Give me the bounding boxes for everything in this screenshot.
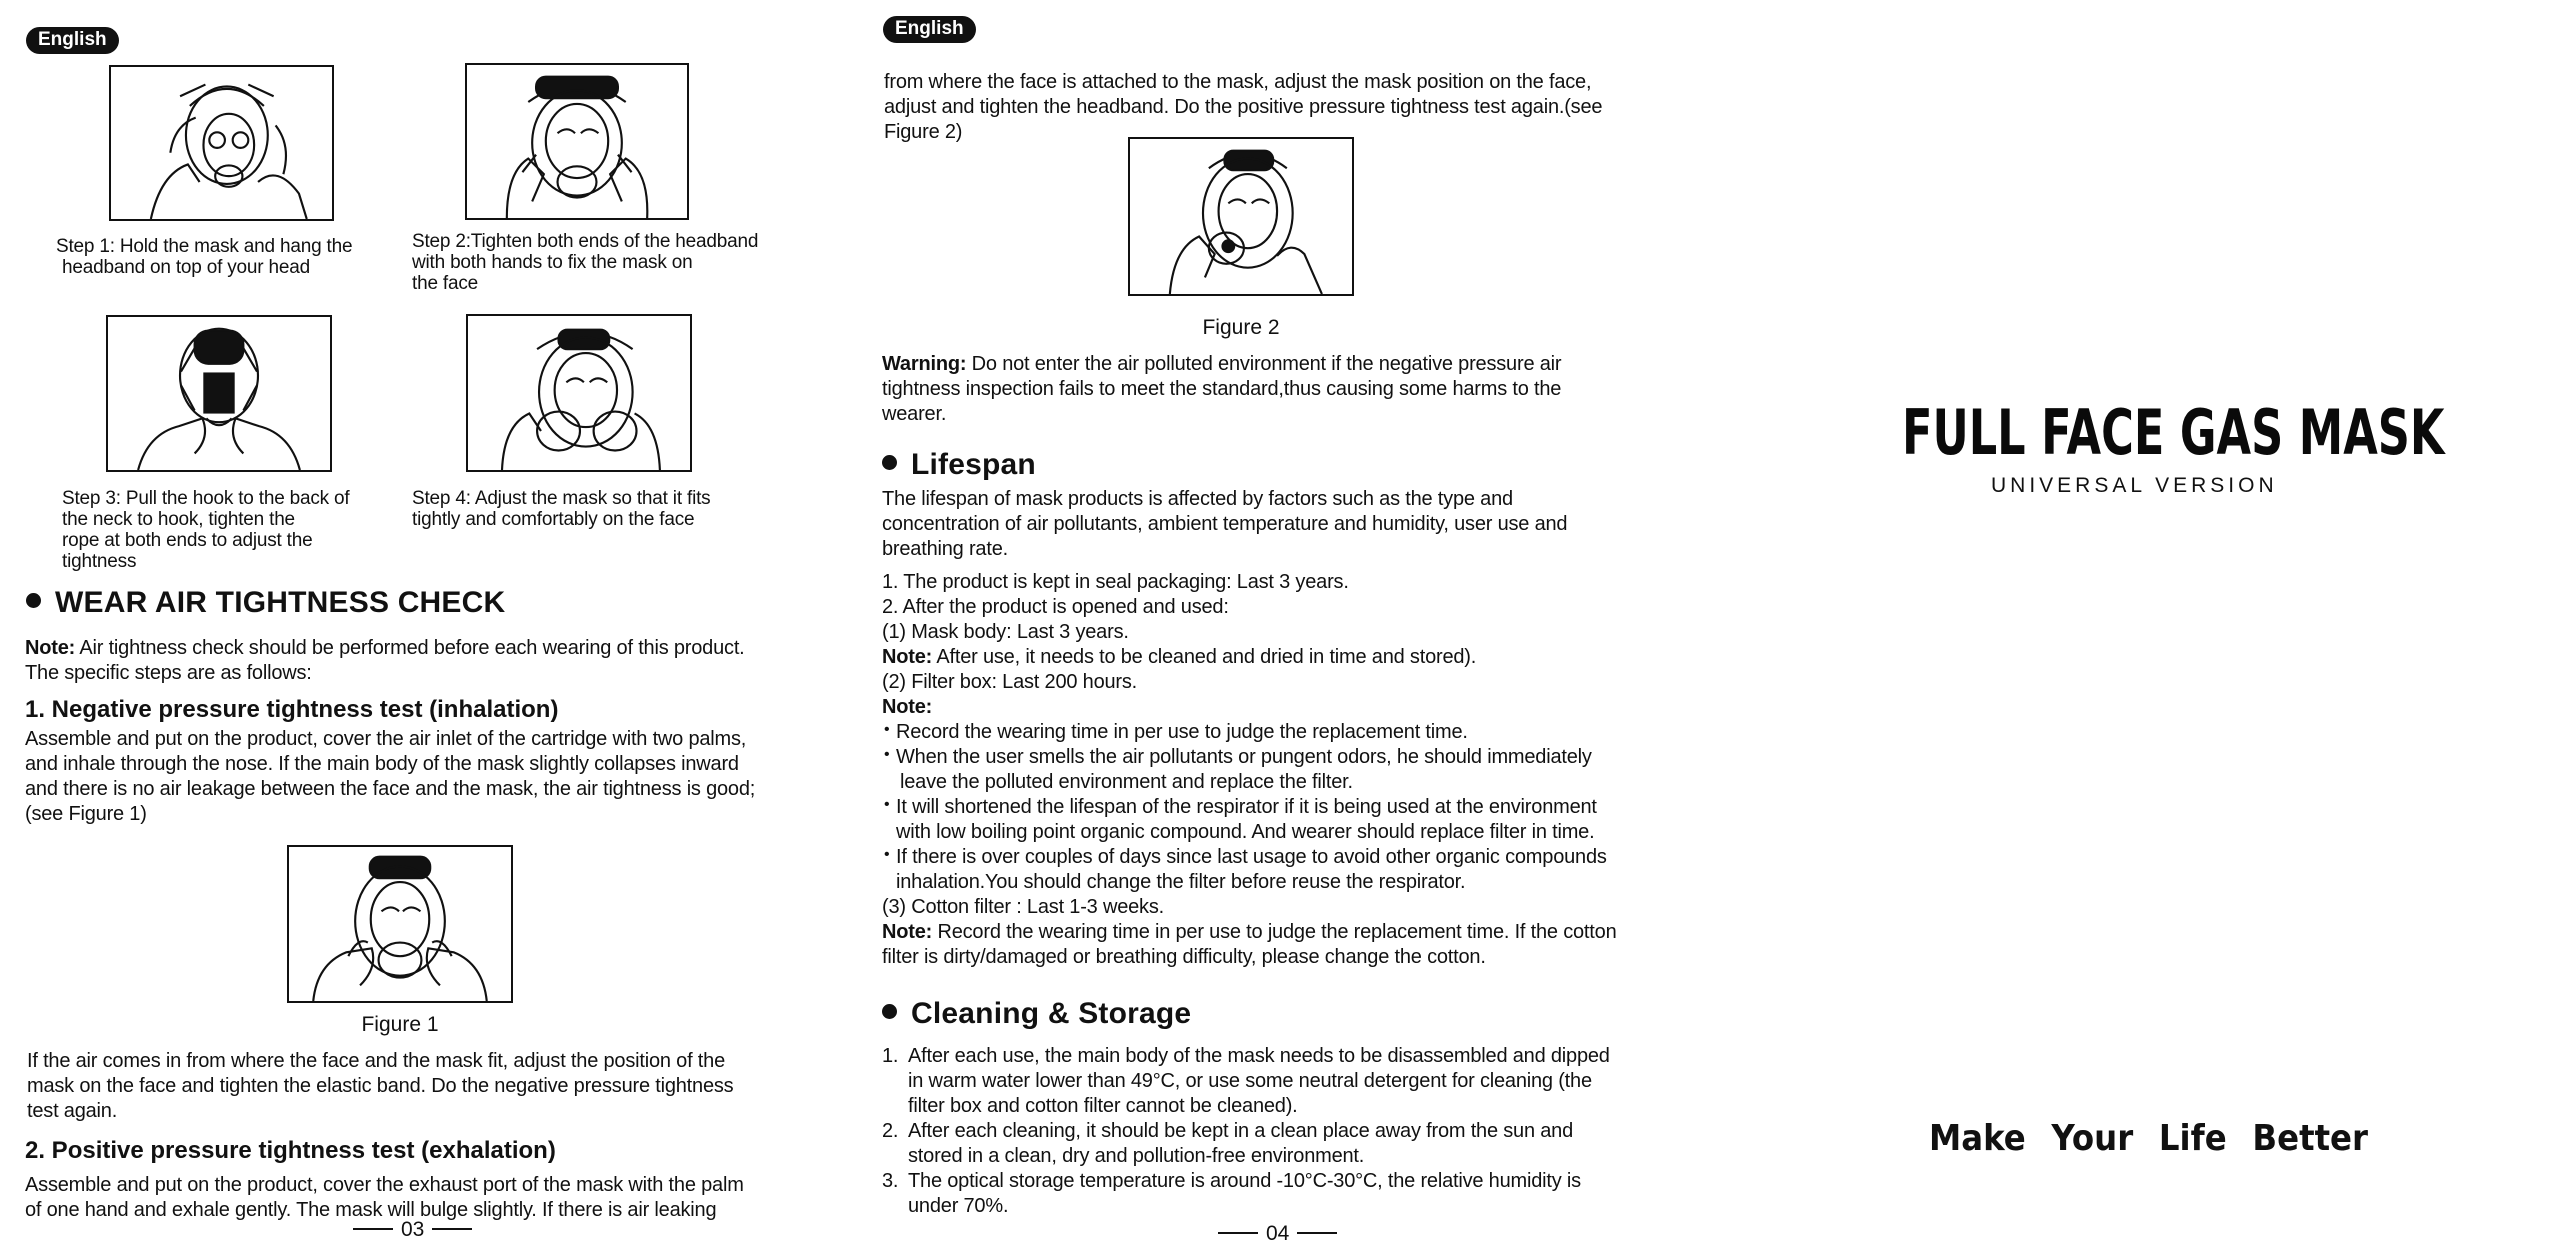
manual-page-04 bbox=[860, 0, 1710, 1247]
lifespan-bullet: • It will shortened the lifespan of the respirator if it is being used at the environment bbox=[882, 795, 1617, 820]
step2-caption: Step 2:Tighten both ends of the headband with both hands to fix the mask on the face bbox=[412, 231, 759, 294]
page-number-rule bbox=[1218, 1232, 1258, 1234]
page-number-rule bbox=[1297, 1232, 1337, 1234]
section-heading-air-tightness: WEAR AIR TIGHTNESS CHECK bbox=[26, 586, 505, 620]
language-badge: English bbox=[883, 16, 976, 43]
cleaning-item: 3. The optical storage temperature is around -10°C-30°C, the relative humidity is bbox=[882, 1170, 1581, 1192]
language-badge: English bbox=[26, 27, 119, 54]
lifespan-intro: The lifespan of mask products is affected by factors such as the type and concentration of air pollutants, ambient temperature and humidity, user use and breathing rate. bbox=[882, 488, 1568, 560]
step4-caption: Step 4: Adjust the mask so that it fits tightly and comfortably on the face bbox=[412, 488, 711, 530]
step1-caption: Step 1: Hold the mask and hang the headband on top of your head bbox=[56, 236, 353, 278]
continued-paragraph: from where the face is attached to the mask, adjust the mask position on the face, adjust and tighten the headband. Do the positive pressure tightness test again.(see Figure 2) bbox=[884, 71, 1603, 143]
page-number-04: 04 bbox=[1210, 1222, 1345, 1246]
cover-title: FULL FACE GAS MASK bbox=[1902, 396, 2445, 469]
step1-illustration bbox=[109, 65, 334, 221]
cleaning-item: 1. After each use, the main body of the mask needs to be disassembled and dipped bbox=[882, 1045, 1610, 1067]
page-number-rule bbox=[353, 1228, 393, 1230]
manual-cover bbox=[1710, 0, 2560, 1247]
section-heading-cleaning: Cleaning & Storage bbox=[882, 997, 1191, 1031]
manual-page-03 bbox=[0, 0, 830, 1247]
cover-slogan: Make Your Life Better bbox=[1929, 1118, 2369, 1159]
figure2-caption: Figure 2 bbox=[1202, 316, 1280, 339]
figure2-illustration bbox=[1128, 137, 1354, 296]
lifespan-bullet: • If there is over couples of days since last usage to avoid other organic compounds bbox=[882, 845, 1617, 870]
step4-illustration bbox=[466, 314, 692, 472]
figure1-caption: Figure 1 bbox=[361, 1013, 439, 1036]
bullet-dot-icon bbox=[882, 455, 897, 470]
step3-illustration bbox=[106, 315, 332, 472]
cleaning-list: 1. After each use, the main body of the mask needs to be disassembled and dipped in warm water lower than 49°C, or use some neutral detergent for cleaning (the filter box and cotton filter cannot be cleaned). 2. After each cleaning, it should be kept in a clean place away from the sun and stored in a clean, dry and pollution-free environment. 3. The optical storage temperature is around -10°C-30°C, the relative humidity is under 70%. bbox=[882, 1045, 1610, 1217]
page-number-03: 03 bbox=[345, 1218, 480, 1242]
bullet-dot-icon bbox=[26, 593, 41, 608]
lifespan-bullet: • When the user smells the air pollutants or pungent odors, he should immediately bbox=[882, 745, 1617, 770]
negative-pressure-paragraph: Assemble and put on the product, cover the air inlet of the cartridge with two palms, and inhale through the nose. If the main body of the mask slightly collapses inward and there is no air leakage between the face and the mask, the air tightness is good; (see Figure 1) bbox=[25, 728, 756, 825]
cleaning-item: 2. After each cleaning, it should be kept in a clean place away from the sun and bbox=[882, 1120, 1574, 1142]
lifespan-bullet: • Record the wearing time in per use to judge the replacement time. bbox=[882, 720, 1617, 745]
negative-pressure-heading: 1. Negative pressure tightness test (inhalation) bbox=[25, 696, 559, 723]
step3-caption: Step 3: Pull the hook to the back of the neck to hook, tighten the rope at both ends to adjust the tightness bbox=[62, 488, 350, 572]
after-figure1-paragraph: If the air comes in from where the face and the mask fit, adjust the position of the mask on the face and tighten the elastic band. Do the negative pressure tightness test again. bbox=[27, 1050, 734, 1122]
step2-illustration bbox=[465, 63, 689, 220]
warning-paragraph: Warning: Do not enter the air polluted environment if the negative pressure air tightness inspection fails to meet the standard,thus causing some harms to the wearer. bbox=[882, 353, 1562, 425]
section-heading-lifespan: Lifespan bbox=[882, 448, 1036, 482]
lifespan-details: 1. The product is kept in seal packaging: Last 3 years. 2. After the product is opened and used: (1) Mask body: Last 3 years. Note: After use, it needs to be cleaned and dried in time and stored). (2) Filter box: Last 200 hours. Note: • Record the wearing time in per use to judge the replacement time. • When the user smells the air pollutants or pungent odors, he should immediately leave the polluted environment and replace the filter. • It will shortened the lifespan of the respirator if it is being used at the environment with low boiling point organic compound. And wearer should replace filter in time. • If there is over couples of days since last usage to avoid other organic compounds inhalation.You should change the filter before reuse the respirator. (3) Cotton filter : Last 1-3 weeks. Note: Record the wearing time in per use to judge the replacement time. If the cotton filter is dirty/damaged or breathing difficulty, please change the cotton. bbox=[882, 570, 1617, 970]
positive-pressure-paragraph: Assemble and put on the product, cover the exhaust port of the mask with the palm of one hand and exhale gently. The mask will bulge slightly. If there is air leaking bbox=[25, 1174, 744, 1221]
cover-subtitle: UNIVERSAL VERSION bbox=[1991, 474, 2278, 497]
page-number-rule bbox=[432, 1228, 472, 1230]
figure1-illustration bbox=[287, 845, 513, 1003]
note-paragraph: Note: Air tightness check should be performed before each wearing of this product. The specific steps are as follows: bbox=[25, 637, 745, 684]
bullet-dot-icon bbox=[882, 1004, 897, 1019]
positive-pressure-heading: 2. Positive pressure tightness test (exhalation) bbox=[25, 1137, 556, 1164]
